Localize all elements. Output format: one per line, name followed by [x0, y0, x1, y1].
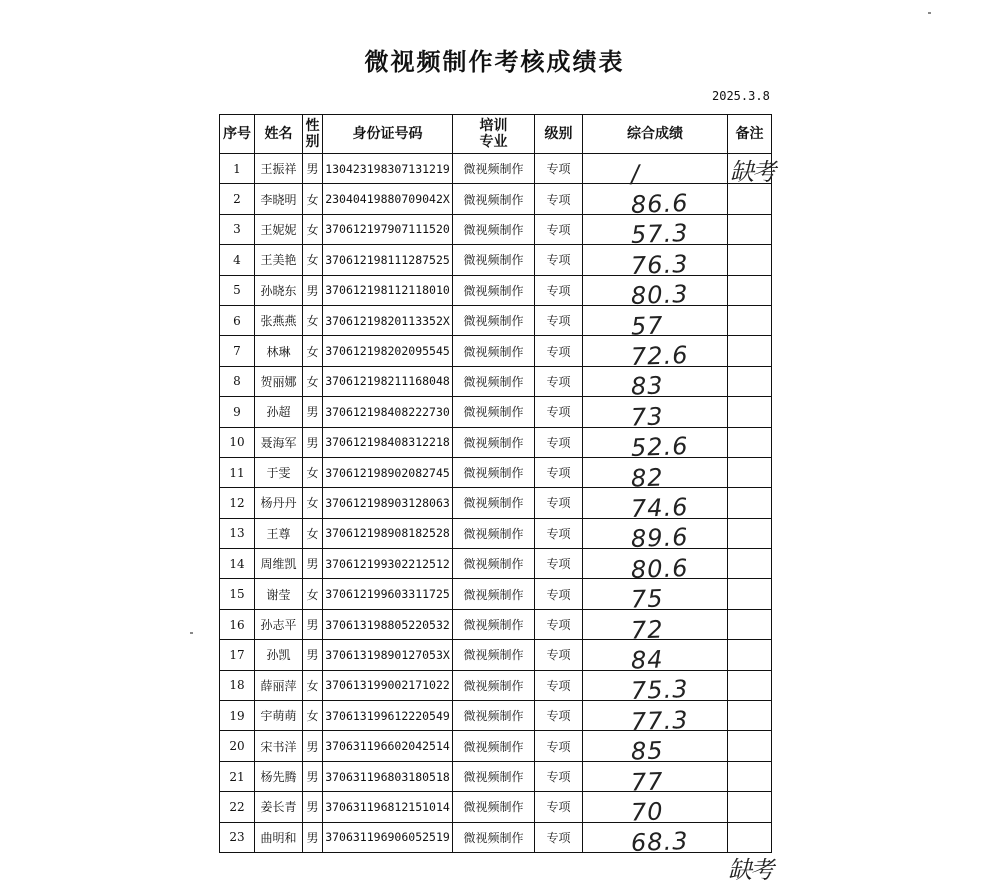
cell-level: 专项: [535, 245, 583, 275]
cell-level: 专项: [535, 609, 583, 639]
cell-id: 37061319890127053X: [323, 640, 453, 670]
cell-name: 王妮妮: [255, 214, 303, 244]
table-row: [220, 731, 772, 761]
cell-major: 微视频制作: [453, 609, 535, 639]
cell-seq: 22: [220, 792, 255, 822]
cell-score: [583, 427, 728, 463]
cell-seq: 14: [220, 549, 255, 579]
cell-note: [728, 579, 772, 609]
cell-score: [583, 457, 728, 493]
table-row: [220, 761, 772, 791]
cell-score: [583, 609, 728, 645]
cell-score: [583, 488, 728, 523]
cell-id: 23040419880709042X: [323, 184, 453, 214]
cell-major: 微视频制作: [453, 245, 535, 275]
cell-note: [728, 701, 772, 731]
cell-score: [583, 154, 728, 188]
cell-score: [583, 701, 728, 736]
score-handwriting: 70: [630, 797, 665, 827]
cell-seq: 2: [220, 184, 255, 214]
cell-level: 专项: [535, 670, 583, 700]
cell-gender: 女: [303, 579, 323, 609]
cell-score: [583, 670, 728, 706]
cell-gender: 男: [303, 761, 323, 791]
cell-gender: 男: [303, 275, 323, 305]
cell-id: 370612198408222730: [323, 397, 453, 427]
header-major: [453, 115, 535, 154]
cell-seq: 10: [220, 427, 255, 457]
table-row: [220, 305, 772, 335]
cell-note: [728, 640, 772, 670]
cell-level: 专项: [535, 366, 583, 396]
cell-note: [728, 275, 772, 305]
cell-gender: 男: [303, 609, 323, 639]
cell-id: 370612198902082745: [323, 457, 453, 487]
cell-level: 专项: [535, 731, 583, 761]
cell-major: 微视频制作: [453, 792, 535, 822]
header-note: 备注: [728, 115, 772, 154]
score-handwriting: 75.3: [630, 675, 689, 706]
cell-seq: 12: [220, 488, 255, 518]
cell-level: 专项: [535, 427, 583, 457]
cell-gender: 女: [303, 366, 323, 396]
cell-major: 微视频制作: [453, 579, 535, 609]
cell-note: [728, 336, 772, 366]
cell-name: 杨先腾: [255, 761, 303, 791]
header-score: 综合成绩: [583, 115, 728, 154]
cell-name: 薛丽萍: [255, 670, 303, 700]
cell-gender: 女: [303, 184, 323, 214]
cell-gender: 男: [303, 427, 323, 457]
table-header-row: [220, 115, 772, 154]
cell-name: 孙凯: [255, 640, 303, 670]
cell-id: 370612197907111520: [323, 214, 453, 244]
cell-note: [728, 761, 772, 791]
table-row: [220, 214, 772, 244]
cell-id: 130423198307131219: [323, 154, 453, 184]
cell-id: 370612198211168048: [323, 366, 453, 396]
cell-name: 宋书洋: [255, 731, 303, 761]
cell-gender: 女: [303, 670, 323, 700]
cell-major: 微视频制作: [453, 154, 535, 184]
cell-level: 专项: [535, 640, 583, 670]
score-handwriting: 72.6: [630, 341, 689, 372]
cell-id: 370612198202095545: [323, 336, 453, 366]
table-row: [220, 336, 772, 366]
cell-seq: 18: [220, 670, 255, 700]
cell-level: 专项: [535, 518, 583, 548]
document-title: 微视频制作考核成绩表: [364, 48, 625, 76]
table-row: [220, 609, 772, 639]
cell-major: 微视频制作: [453, 761, 535, 791]
cell-score: [583, 305, 728, 341]
cell-id: 37061219820113352X: [323, 305, 453, 335]
table-row: [220, 397, 772, 427]
score-handwriting: /: [630, 159, 641, 188]
cell-name: 杨丹丹: [255, 488, 303, 518]
cell-id: 370613199612220549: [323, 701, 453, 731]
cell-note: [728, 670, 772, 700]
cell-id: 370612198903128063: [323, 488, 453, 518]
cell-id: 370631196906052519: [323, 822, 453, 852]
cell-major: 微视频制作: [453, 214, 535, 244]
header-major-line1: 培训: [479, 118, 508, 134]
cell-major: 微视频制作: [453, 518, 535, 548]
cell-seq: 13: [220, 518, 255, 548]
cell-gender: 女: [303, 214, 323, 244]
cell-level: 专项: [535, 579, 583, 609]
score-handwriting: 82: [630, 463, 665, 493]
cell-note: [728, 214, 772, 244]
cell-level: 专项: [535, 397, 583, 427]
cell-seq: 9: [220, 397, 255, 427]
cell-major: 微视频制作: [453, 822, 535, 852]
score-handwriting: 57.3: [630, 219, 689, 250]
cell-seq: 4: [220, 245, 255, 275]
cell-seq: 19: [220, 701, 255, 731]
cell-name: 谢莹: [255, 579, 303, 609]
cell-name: 于雯: [255, 457, 303, 487]
cell-major: 微视频制作: [453, 366, 535, 396]
score-handwriting: 80.3: [630, 280, 689, 311]
cell-name: 孙晓东: [255, 275, 303, 305]
header-gender: 性别: [303, 115, 323, 154]
cell-gender: 女: [303, 518, 323, 548]
header-major-line2: 专业: [479, 134, 508, 150]
cell-level: 专项: [535, 549, 583, 579]
cell-note: [728, 366, 772, 396]
cell-name: 林琳: [255, 336, 303, 366]
cell-gender: 男: [303, 822, 323, 852]
cell-seq: 6: [220, 305, 255, 335]
score-handwriting: 72: [630, 614, 665, 645]
table-row: [220, 427, 772, 457]
cell-score: [583, 397, 728, 432]
cell-note: [728, 305, 772, 335]
cell-id: 370631196803180518: [323, 761, 453, 791]
table-row: [220, 670, 772, 700]
cell-name: 王美艳: [255, 245, 303, 275]
cell-level: 专项: [535, 305, 583, 335]
cell-level: 专项: [535, 154, 583, 184]
score-handwriting: 74.6: [630, 492, 689, 523]
cell-name: 王振祥: [255, 154, 303, 184]
table-row: [220, 275, 772, 305]
cell-name: 周维凯: [255, 549, 303, 579]
cell-note: [728, 184, 772, 214]
cell-gender: 男: [303, 397, 323, 427]
cell-id: 370612199302212512: [323, 549, 453, 579]
score-handwriting: 86.6: [630, 189, 689, 220]
cell-seq: 3: [220, 214, 255, 244]
cell-seq: 15: [220, 579, 255, 609]
document-date: 2025.3.8: [712, 89, 770, 103]
scan-speck: [928, 12, 931, 14]
cell-seq: 11: [220, 457, 255, 487]
score-handwriting: 80.6: [630, 553, 689, 584]
cell-note: [728, 245, 772, 275]
cell-score: [583, 366, 728, 401]
table-row: [220, 457, 772, 487]
table-body: [220, 154, 774, 858]
cell-gender: 女: [303, 488, 323, 518]
cell-major: 微视频制作: [453, 275, 535, 305]
table-row: [220, 822, 772, 852]
cell-major: 微视频制作: [453, 336, 535, 366]
cell-major: 微视频制作: [453, 701, 535, 731]
cell-major: 微视频制作: [453, 427, 535, 457]
cell-name: 张燕燕: [255, 305, 303, 335]
cell-level: 专项: [535, 488, 583, 518]
header-id: 身份证号码: [323, 115, 453, 154]
score-handwriting: 57: [630, 311, 665, 341]
table-row: [220, 640, 772, 670]
cell-score: [583, 214, 728, 250]
cell-gender: 男: [303, 154, 323, 184]
cell-seq: 17: [220, 640, 255, 670]
cell-seq: 23: [220, 822, 255, 852]
cell-id: 370612199603311725: [323, 579, 453, 609]
cell-level: 专项: [535, 701, 583, 731]
score-handwriting: 52.6: [630, 432, 689, 463]
score-handwriting: 75: [630, 584, 665, 614]
cell-gender: 男: [303, 549, 323, 579]
cell-level: 专项: [535, 792, 583, 822]
cell-name: 聂海军: [255, 427, 303, 457]
cell-note: [728, 792, 772, 822]
cell-major: 微视频制作: [453, 397, 535, 427]
table-row: [220, 518, 772, 548]
cell-major: 微视频制作: [453, 670, 535, 700]
cell-major: 微视频制作: [453, 640, 535, 670]
cell-score: [583, 579, 728, 614]
cell-gender: 女: [303, 336, 323, 366]
cell-name: 孙志平: [255, 609, 303, 639]
score-handwriting: 76.3: [630, 249, 689, 280]
cell-gender: 男: [303, 792, 323, 822]
cell-major: 微视频制作: [453, 305, 535, 335]
cell-note: [728, 427, 772, 457]
note-handwriting: 缺考: [730, 158, 774, 186]
cell-name: 贺丽娜: [255, 366, 303, 396]
cell-note: [728, 518, 772, 548]
cell-note: [728, 154, 772, 184]
cell-major: 微视频制作: [453, 731, 535, 761]
cell-name: 曲明和: [255, 822, 303, 852]
score-handwriting: 77: [630, 766, 665, 797]
cell-id: 370612198112118010: [323, 275, 453, 305]
cell-major: 微视频制作: [453, 184, 535, 214]
cell-note: [728, 609, 772, 639]
cell-id: 370631196602042514: [323, 731, 453, 761]
cell-seq: 7: [220, 336, 255, 366]
cell-major: 微视频制作: [453, 457, 535, 487]
cell-major: 微视频制作: [453, 549, 535, 579]
cell-seq: 20: [220, 731, 255, 761]
cell-score: [583, 245, 728, 280]
cell-id: 370612198408312218: [323, 427, 453, 457]
table-row: [220, 366, 772, 396]
table-row: [220, 579, 772, 609]
cell-seq: 5: [220, 275, 255, 305]
cell-seq: 8: [220, 366, 255, 396]
partial-row-note: 缺考: [728, 856, 772, 884]
cell-note: [728, 549, 772, 579]
score-handwriting: 68.3: [630, 827, 689, 858]
scan-speck: [190, 632, 193, 634]
cell-seq: 1: [220, 154, 255, 184]
table-row: [220, 154, 772, 184]
cell-score: [583, 275, 728, 311]
cell-name: 王尊: [255, 518, 303, 548]
cell-gender: 男: [303, 640, 323, 670]
cell-id: 370612198111287525: [323, 245, 453, 275]
table-row: [220, 245, 772, 275]
score-table: [219, 114, 774, 858]
table-row: [220, 549, 772, 579]
cell-score: [583, 761, 728, 797]
cell-gender: 男: [303, 731, 323, 761]
cell-score: [583, 549, 728, 584]
cell-score: [583, 518, 728, 554]
cell-level: 专项: [535, 275, 583, 305]
cell-score: [583, 822, 728, 858]
cell-name: 宇萌萌: [255, 701, 303, 731]
cell-gender: 女: [303, 245, 323, 275]
cell-name: 李晓明: [255, 184, 303, 214]
table-row: [220, 792, 772, 822]
cell-id: 370612198908182528: [323, 518, 453, 548]
cell-major: 微视频制作: [453, 488, 535, 518]
cell-note: [728, 457, 772, 487]
cell-seq: 16: [220, 609, 255, 639]
cell-level: 专项: [535, 184, 583, 214]
cell-note: [728, 731, 772, 761]
cell-score: [583, 640, 728, 675]
score-handwriting: 77.3: [630, 705, 689, 736]
cell-gender: 女: [303, 701, 323, 731]
cell-score: [583, 792, 728, 827]
header-seq: 序号: [220, 115, 255, 154]
score-handwriting: 73: [630, 402, 665, 432]
header-level: 级别: [535, 115, 583, 154]
cell-seq: 21: [220, 761, 255, 791]
cell-level: 专项: [535, 761, 583, 791]
cell-note: [728, 488, 772, 518]
cell-note: [728, 397, 772, 427]
cell-id: 370613198805220532: [323, 609, 453, 639]
cell-gender: 女: [303, 305, 323, 335]
table-row: [220, 184, 772, 214]
cell-level: 专项: [535, 822, 583, 852]
table-row: [220, 488, 772, 518]
cell-score: [583, 336, 728, 372]
score-handwriting: 83: [630, 371, 665, 401]
score-handwriting: 85: [630, 736, 665, 766]
score-handwriting: 89.6: [630, 523, 689, 554]
cell-name: 孙超: [255, 397, 303, 427]
cell-level: 专项: [535, 457, 583, 487]
cell-score: [583, 184, 728, 220]
cell-score: [583, 731, 728, 766]
cell-id: 370631196812151014: [323, 792, 453, 822]
header-name: 姓名: [255, 115, 303, 154]
cell-gender: 女: [303, 457, 323, 487]
table-row: [220, 701, 772, 731]
cell-id: 370613199002171022: [323, 670, 453, 700]
cell-name: 姜长青: [255, 792, 303, 822]
cell-level: 专项: [535, 214, 583, 244]
cell-level: 专项: [535, 336, 583, 366]
cell-note: [728, 822, 772, 852]
score-handwriting: 84: [630, 645, 665, 675]
